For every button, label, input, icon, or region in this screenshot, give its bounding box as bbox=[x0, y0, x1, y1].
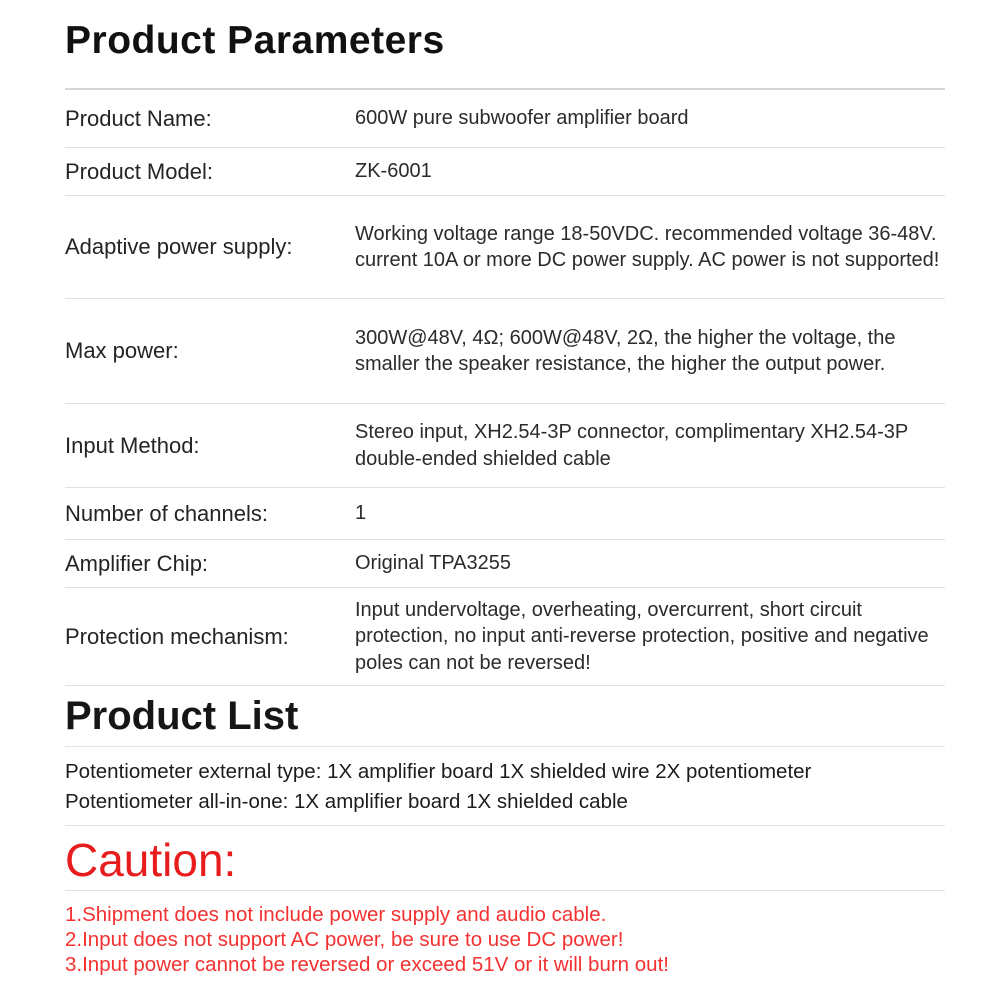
row-label: Max power: bbox=[65, 338, 179, 363]
parameters-table bbox=[65, 88, 945, 686]
table-row bbox=[65, 540, 945, 588]
product-list-item: Potentiometer external type: 1X amplifier board 1X shielded wire 2X potentiometer bbox=[65, 760, 812, 783]
page-title: Product Parameters bbox=[65, 19, 445, 62]
table-row bbox=[65, 488, 945, 540]
caution-list bbox=[65, 891, 945, 977]
product-spec-sheet bbox=[65, 0, 945, 977]
table-row bbox=[65, 299, 945, 404]
row-label: Adaptive power supply: bbox=[65, 234, 293, 259]
row-label: Amplifier Chip: bbox=[65, 550, 209, 576]
row-value: 300W@48V, 4Ω; 600W@48V, 2Ω, the higher the voltage, the smaller the speaker resistance, the higher the output power. bbox=[355, 326, 896, 375]
row-value: Input undervoltage, overheating, overcurrent, short circuit protection, no input anti-reverse protection, positive and negative poles can not be reversed! bbox=[355, 598, 929, 674]
table-row bbox=[65, 196, 945, 299]
row-value: Stereo input, XH2.54-3P connector, complimentary XH2.54-3P double-ended shielded cable bbox=[355, 421, 908, 470]
caution-item: 1.Shipment does not include power supply and audio cable. bbox=[65, 903, 607, 926]
table-row bbox=[65, 148, 945, 196]
table-row bbox=[65, 90, 945, 148]
table-row bbox=[65, 404, 945, 488]
row-label: Product Model: bbox=[65, 158, 213, 184]
product-list bbox=[65, 747, 945, 826]
row-label: Product Name: bbox=[65, 105, 212, 131]
row-label: Protection mechanism: bbox=[65, 623, 289, 649]
caution-item: 3.Input power cannot be reversed or exceed 51V or it will burn out! bbox=[65, 953, 669, 976]
table-row bbox=[65, 588, 945, 686]
row-value: Working voltage range 18-50VDC. recommended voltage 36-48V. current 10A or more DC power supply. AC power is not supported! bbox=[355, 222, 940, 271]
row-value: Original TPA3255 bbox=[355, 552, 512, 575]
row-label: Number of channels: bbox=[65, 500, 268, 526]
row-value: 1 bbox=[355, 502, 367, 525]
product-list-title: Product List bbox=[65, 690, 945, 747]
row-value: ZK-6001 bbox=[355, 160, 432, 183]
product-list-item: Potentiometer all-in-one: 1X amplifier board 1X shielded cable bbox=[65, 790, 628, 813]
caution-item: 2.Input does not support AC power, be sure to use DC power! bbox=[65, 928, 624, 951]
caution-title: Caution: bbox=[65, 834, 945, 891]
row-label: Input Method: bbox=[65, 432, 200, 458]
row-value: 600W pure subwoofer amplifier board bbox=[355, 107, 689, 130]
